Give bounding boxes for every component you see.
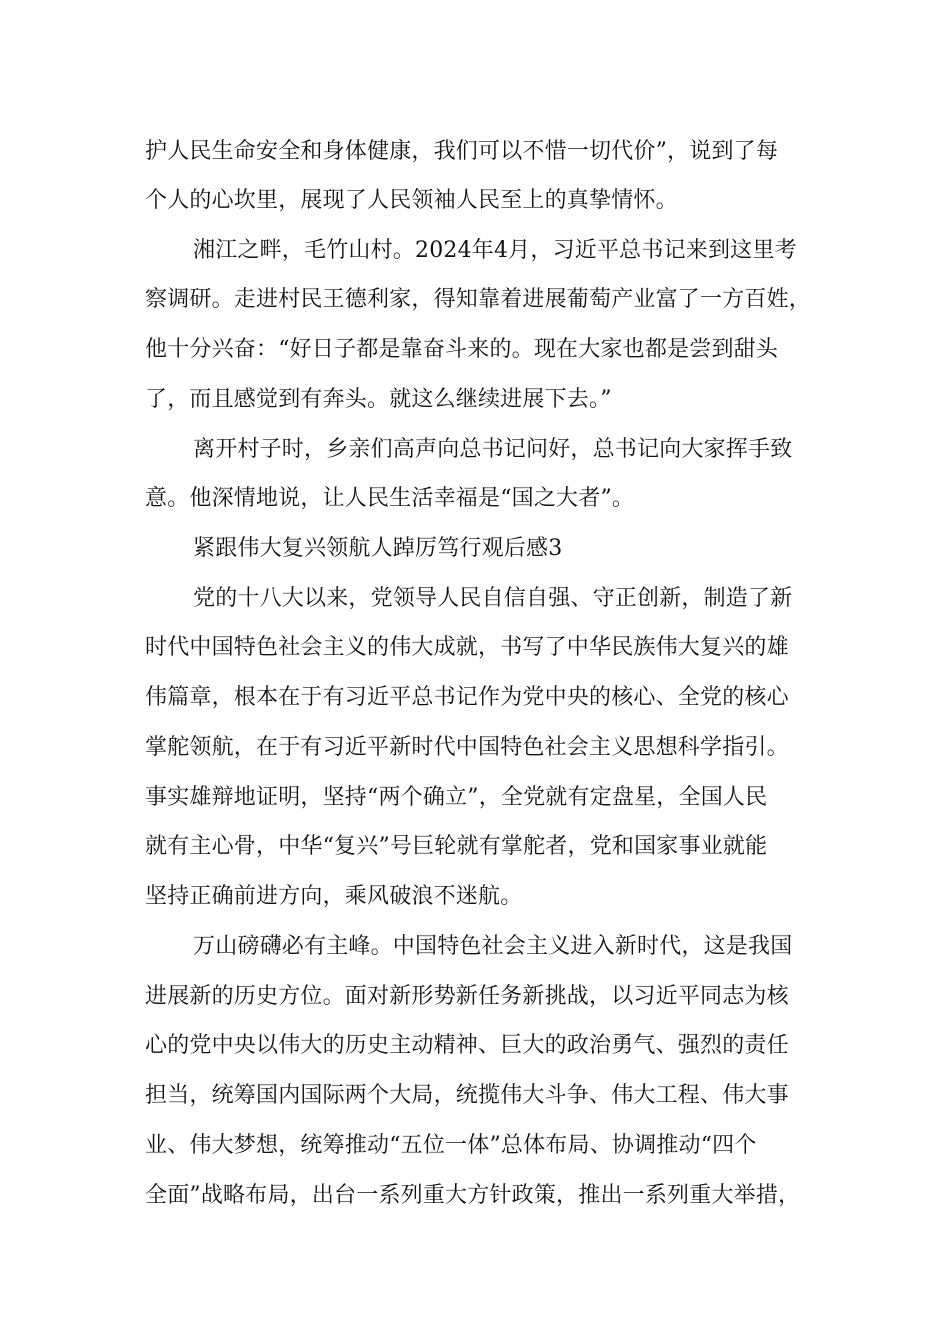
paragraph-line: 就有主心骨，中华“复兴”号巨轮就有掌舵者，党和国家事业就能 [145, 834, 768, 859]
paragraph-line: 个人的心坎里，展现了人民领袖人民至上的真挚情怀。 [145, 188, 678, 213]
section-title: 紧跟伟大复兴领航人踔厉笃行观后感3 [193, 536, 563, 561]
paragraph-line: 离开村子时，乡亲们高声向总书记问好，总书记向大家挥手致 [193, 437, 793, 462]
paragraph-line: 党的十八大以来，党领导人民自信自强、守正创新，制造了新 [193, 586, 793, 611]
paragraph-line: 心的党中央以伟大的历史主动精神、巨大的政治勇气、强烈的责任 [145, 1033, 789, 1058]
paragraph-line: 事实雄辩地证明，坚持“两个确立”，全党就有定盘星，全国人民 [145, 785, 768, 810]
paragraph-line: 了，而且感觉到有奔头。就这么继续进展下去。” [145, 387, 612, 412]
paragraph-line: 护人民生命安全和身体健康，我们可以不惜一切代价”，说到了每 [145, 139, 779, 164]
paragraph-line: 湘江之畔，毛竹山村。2024年4月，习近平总书记来到这里考 [193, 238, 797, 263]
paragraph-line: 时代中国特色社会主义的伟大成就，书写了中华民族伟大复兴的雄 [145, 635, 789, 660]
paragraph-line: 坚持正确前进方向，乘风破浪不迷航。 [145, 884, 523, 909]
paragraph-line: 意。他深情地说，让人民生活幸福是“国之大者”。 [145, 486, 635, 511]
paragraph-line: 他十分兴奋：“好日子都是靠奋斗来的。现在大家也都是尝到甜头 [145, 337, 779, 362]
paragraph-line: 万山磅礴必有主峰。中国特色社会主义进入新时代，这是我国 [193, 934, 793, 959]
paragraph-line: 全面”战略布局，出台一系列重大方针政策，推出一系列重大举措， [145, 1183, 801, 1208]
paragraph-line: 进展新的历史方位。面对新形势新任务新挑战，以习近平同志为核 [145, 984, 789, 1009]
paragraph-line: 察调研。走进村民王德利家，得知靠着进展葡萄产业富了一方百姓， [145, 287, 812, 312]
paragraph-line: 担当，统筹国内国际两个大局，统揽伟大斗争、伟大工程、伟大事 [145, 1083, 789, 1108]
paragraph-line: 业、伟大梦想，统筹推动“五位一体”总体布局、协调推动“四个 [145, 1133, 757, 1158]
paragraph-line: 伟篇章，根本在于有习近平总书记作为党中央的核心、全党的核心 [145, 685, 789, 710]
paragraph-line: 掌舵领航，在于有习近平新时代中国特色社会主义思想科学指引。 [145, 735, 789, 760]
